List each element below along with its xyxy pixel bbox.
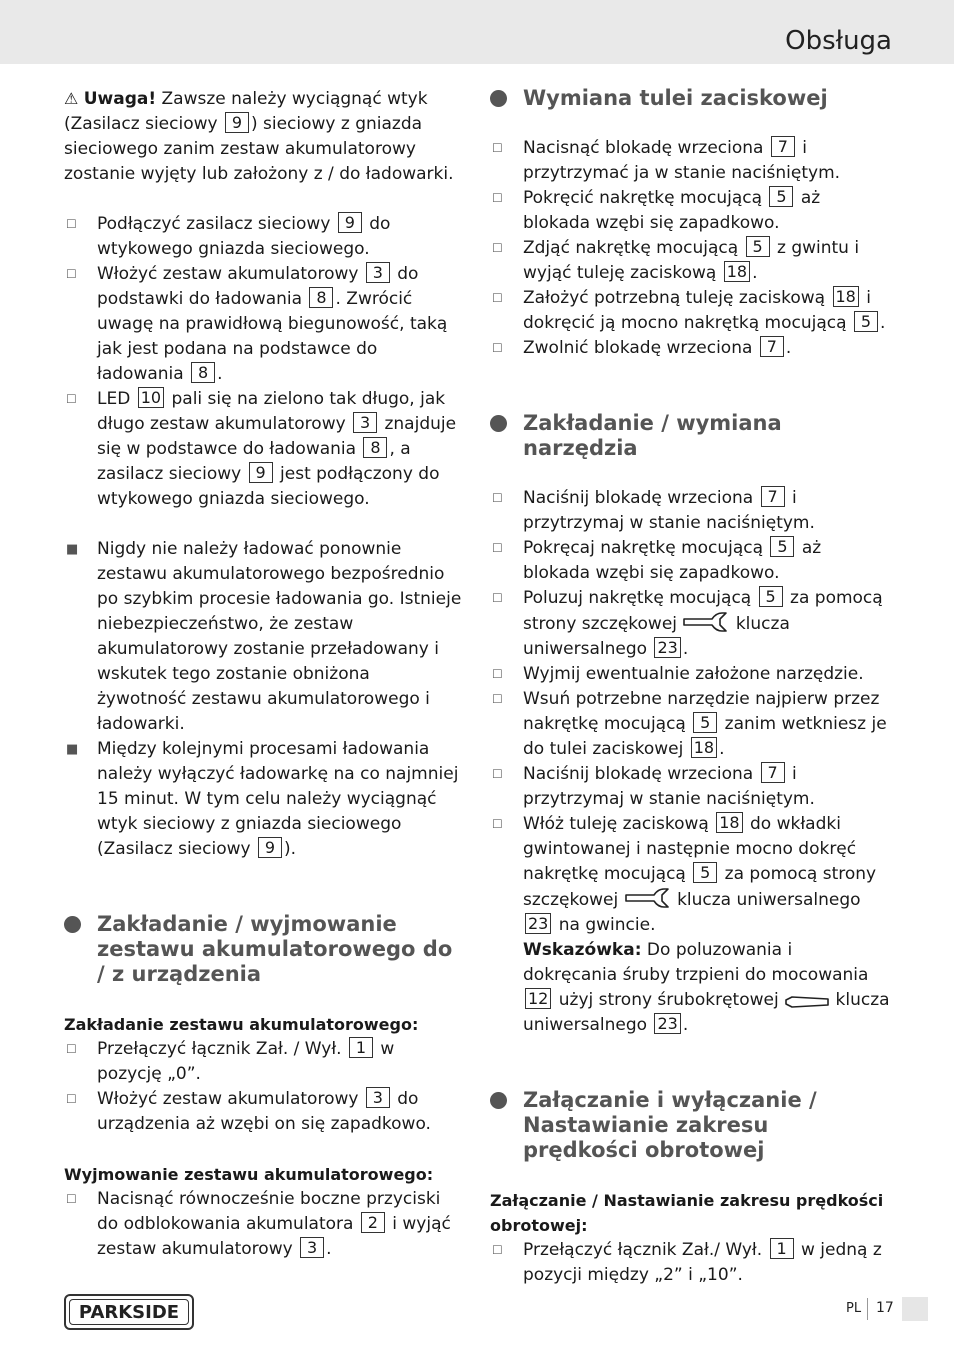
brand-text: PARKSIDE — [69, 1299, 189, 1325]
bullet-dot-icon — [490, 1092, 507, 1109]
list-item: ☐ Zwolnić blokadę wrzeciona 7 . — [492, 337, 792, 358]
parkside-logo — [64, 1294, 194, 1330]
ref-number: 5 — [693, 712, 717, 733]
page-title: Obsługa — [785, 26, 892, 56]
ref-number: 2 — [361, 1212, 385, 1233]
right-column — [490, 86, 890, 1288]
footer-divider — [867, 1298, 868, 1320]
warning-triangle-icon: ⚠ — [64, 89, 79, 108]
warning-paragraph: ⚠ Uwaga! Zawsze należy wyciągnąć wtyk (Zasilacz sieciowy 9 ) sieciowy z gniazda sieciowego zanim zestaw akumulatorowy zostanie wyjęty lub założony z / do ładowarki. — [64, 89, 454, 184]
ref-number: 23 — [525, 913, 551, 934]
bullet-dot-icon — [490, 90, 507, 107]
ref-number: 5 — [693, 862, 717, 883]
ref-number: 18 — [716, 812, 742, 833]
list-item: ☐ Pokręcaj nakrętkę mocującą 5 aż blokada wzębi się zapadkowo. — [492, 537, 822, 583]
charging-notes — [64, 537, 464, 862]
list-item: ■ Między kolejnymi procesami ładowania należy wyłączyć ładowarkę na co najmniej 15 minut. W tym celu należy wyciągnąć wtyk sieciowy z gniazda sieciowego (Zasilacz sieciowy 9 ). — [66, 739, 459, 859]
list-item: ☐ Wyjmij ewentualnie założone narzędzie. — [492, 664, 864, 684]
hint-label: Wskazówka: — [523, 940, 642, 960]
ref-number: 9 — [225, 112, 249, 133]
list-item: ☐ Podłączyć zasilacz sieciowy 9 do wtykowego gniazda sieciowego. — [66, 213, 391, 259]
ref-number: 3 — [353, 412, 377, 433]
list-item: ☐ Włożyć zestaw akumulatorowy 3 do urządzenia aż wzębi on się zapadkowo. — [66, 1088, 431, 1134]
ref-number: 3 — [366, 262, 390, 283]
list-item: ☐ Nacisnąć blokadę wrzeciona 7 i przytrzymać ja w stanie naciśniętym. — [492, 137, 841, 183]
ref-number: 5 — [770, 536, 794, 557]
list-item: ☐ Zdjąć nakrętkę mocującą 5 z gwintu i wyjąć tuleję zaciskową 18 . — [492, 237, 860, 283]
list-item: ☐ Pokręcić nakrętkę mocującą 5 aż blokada wzębi się zapadkowo. — [492, 187, 821, 233]
ref-number: 8 — [363, 437, 387, 458]
ref-number: 18 — [833, 286, 859, 307]
wrench-open-jaw-icon — [624, 887, 672, 909]
charging-steps — [64, 212, 464, 512]
section-heading-battery-insert: Zakładanie / wyjmowanie zestawu akumulatorowego do / z urządzenia — [64, 912, 464, 987]
ref-number: 7 — [760, 336, 784, 357]
list-item: ☐ Przełączyć łącznik Zał. / Wył. 1 w pozycję „0”. — [66, 1038, 395, 1084]
ref-number: 18 — [691, 737, 717, 758]
ref-number: 23 — [654, 637, 680, 658]
page-header — [0, 0, 954, 64]
list-item: ☐ LED 10 pali się na zielono tak długo, jak długo zestaw akumulatorowy 3 znajduje się w podstawce do ładowania 8 , a zasilacz sieciowy 9 jest podłączony do wtykowego gniazda sieciowego. — [66, 388, 457, 509]
ref-number: 8 — [191, 362, 215, 383]
page-tab-marker — [902, 1297, 928, 1321]
ref-number: 3 — [300, 1237, 324, 1258]
ref-number: 3 — [366, 1087, 390, 1108]
ref-number: 9 — [249, 462, 273, 483]
list-item: ☐ Włożyć zestaw akumulatorowy 3 do podstawki do ładowania 8 . Zwrócić uwagę na prawidłową biegunowość, taką jak jest podana na podstawce do ładowania 8 . — [66, 263, 448, 384]
ref-number: 5 — [769, 186, 793, 207]
bullet-dot-icon — [64, 916, 81, 933]
ref-number: 7 — [771, 136, 795, 157]
wrench-open-jaw-icon — [682, 611, 730, 633]
ref-number: 18 — [724, 261, 750, 282]
list-item: ☐ Przełączyć łącznik Zał./ Wył. 1 w jedną z pozycji między „2” i „10”. — [492, 1239, 882, 1285]
section-heading-collet: Wymiana tulei zaciskowej — [490, 86, 890, 111]
page-number: 17 — [876, 1300, 894, 1316]
ref-number: 5 — [759, 586, 783, 607]
subheading-insert: Zakładanie zestawu akumulatorowego: — [64, 1015, 419, 1034]
ref-number: 5 — [746, 236, 770, 257]
ref-number: 7 — [761, 762, 785, 783]
ref-number: 1 — [770, 1238, 794, 1259]
wrench-screwdriver-side-icon — [784, 995, 830, 1009]
left-column — [64, 86, 464, 1262]
list-item: ☐ Wsuń potrzebne narzędzie najpierw przez nakrętkę mocującą 5 zanim wetkniesz je do tulei zaciskowej 18 . — [492, 689, 887, 759]
list-item: ■ Nigdy nie należy ładować ponownie zestawu akumulatorowego bezpośrednio po szybkim procesie ładowania go. Istnieje niebezpieczeństwo, że zestaw akumulatorowy zostanie przeładowany i wskutek tego zostanie obniżona żywotność zestawu akumulatorowego i ładowarki. — [66, 539, 462, 734]
ref-number: 7 — [761, 486, 785, 507]
list-item: ☐ Nacisnąć równocześnie boczne przyciski do odblokowania akumulatora 2 i wyjąć zestaw akumulatorowy 3 . — [66, 1189, 451, 1259]
ref-number: 5 — [854, 311, 878, 332]
ref-number: 1 — [349, 1037, 373, 1058]
section-heading-switch: Załączanie i wyłączanie / Nastawianie zakresu prędkości obrotowej — [490, 1088, 890, 1163]
ref-number: 10 — [138, 387, 164, 408]
list-item: ☐ Poluzuj nakrętkę mocującą 5 za pomocą strony szczękowej klucza uniwersalnego 23 . — [492, 587, 883, 659]
section-heading-tool: Zakładanie / wymiana narzędzia — [490, 411, 890, 461]
list-item: ☐ Włóż tuleję zaciskową 18 do wkładki gwintowanej i następnie mocno dokręć nakrętkę mocującą 5 za pomocą strony szczękowej klucza uniwersalnego 23 na gwincie. Wskazówka: Do poluzowania i dokręcania śruby trzpieni do mocowania 12 użyj strony śrubokrętowej klucza uniwersalnego 23 . — [492, 813, 890, 1035]
bullet-dot-icon — [490, 415, 507, 432]
ref-number: 23 — [654, 1013, 680, 1034]
subheading-remove: Wyjmowanie zestawu akumulatorowego: — [64, 1165, 434, 1184]
ref-number: 8 — [309, 287, 333, 308]
language-code: PL — [846, 1301, 862, 1316]
ref-number: 9 — [258, 837, 282, 858]
subheading-switch: Załączanie / Nastawianie zakresu prędkości obrotowej: — [490, 1191, 884, 1235]
list-item: ☐ Naciśnij blokadę wrzeciona 7 i przytrzymaj w stanie naciśniętym. — [492, 487, 815, 533]
list-item: ☐ Naciśnij blokadę wrzeciona 7 i przytrzymaj w stanie naciśniętym. — [492, 763, 815, 809]
list-item: ☐ Założyć potrzebną tuleję zaciskową 18 i dokręcić ją mocno nakrętką mocującą 5 . — [492, 287, 886, 333]
ref-number: 9 — [338, 212, 362, 233]
ref-number: 12 — [525, 988, 551, 1009]
